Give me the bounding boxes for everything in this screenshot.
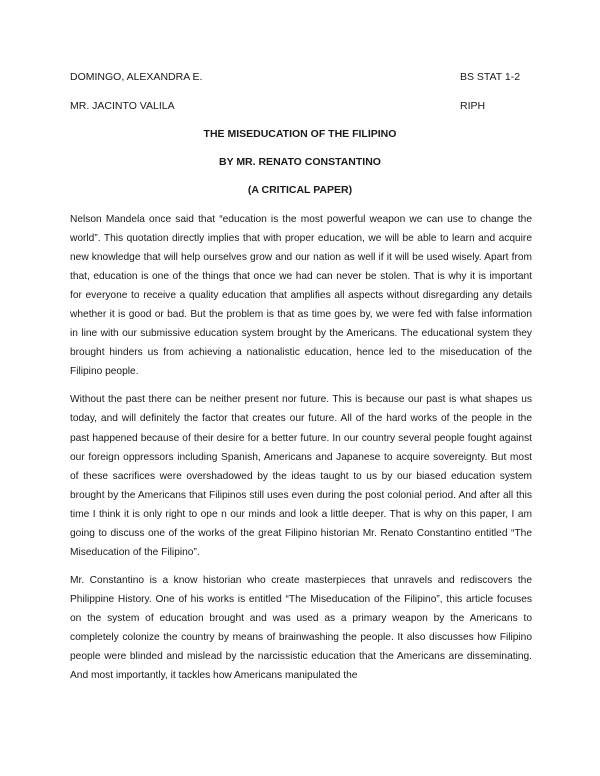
document-body — [70, 210, 532, 685]
instructor-name: MR. JACINTO VALILA — [70, 100, 175, 112]
student-section: BS STAT 1-2 — [460, 71, 521, 83]
paragraph: Nelson Mandela once said that “education is the most powerful weapon we can use to change the world”. This quotation directly implies that with proper education, we will be able to learn and acquire new knowledge that will help ourselves grow and our nation as well if it will be used wisely. Apart from that, education is one of the things that once we had can never be stolen. That is why it is important for everyone to receive a quality education that amplifies all aspects without disregarding any details whether it is good or bad. But the problem is that as time goes by, we were fed with false information in line with our submissive education system brought by the Americans. The educational system they brought hinders us from achieving a nationalistic education, hence led to the miseducation of the Filipino people. — [70, 214, 532, 378]
document-author-line: BY MR. RENATO CONSTANTINO — [219, 156, 381, 168]
document-subtitle: (A CRITICAL PAPER) — [247, 184, 353, 196]
header-row-name — [70, 70, 530, 84]
student-name: DOMINGO, ALEXANDRA E. — [70, 71, 203, 83]
document-title: THE MISEDUCATION OF THE FILIPINO — [203, 128, 397, 140]
paragraph: Mr. Constantino is a know historian who create masterpieces that unravels and rediscovers the Philippine History. One of his works is entitled “The Miseducation of the Filipino”, this article focuses on the system of education brought and was used as a primary weapon by the Americans to completely colonize the country by means of brainwashing the people. It also discusses how Filipino people were blinded and mislead by the narcissistic education that the Americans are disseminating. And most importantly, it tackles how Americans manipulated the — [70, 574, 532, 682]
course-code: RIPH — [460, 100, 486, 112]
header-row-instructor — [70, 99, 530, 113]
paragraph: Without the past there can be neither present nor future. This is because our past is what shapes us today, and will definitely the factor that creates our future. All of the hard works of the people in the past happened because of their desire for a better future. In our country several people fought against our foreign oppressors including Spanish, Americans and Japanese to acquire sovereignty. But most of these sacrifices were overshadowed by the ideas taught to us by our biased education system brought by the Americans that Filipinos still uses even during the post colonial period. And after all this time I think it is only right to ope n our minds and look a little deeper. That is why on this paper, I am going to discuss one of the works of the great Filipino historian Mr. Renato Constantino entitled “The Miseducation of the Filipino”. — [70, 394, 532, 558]
